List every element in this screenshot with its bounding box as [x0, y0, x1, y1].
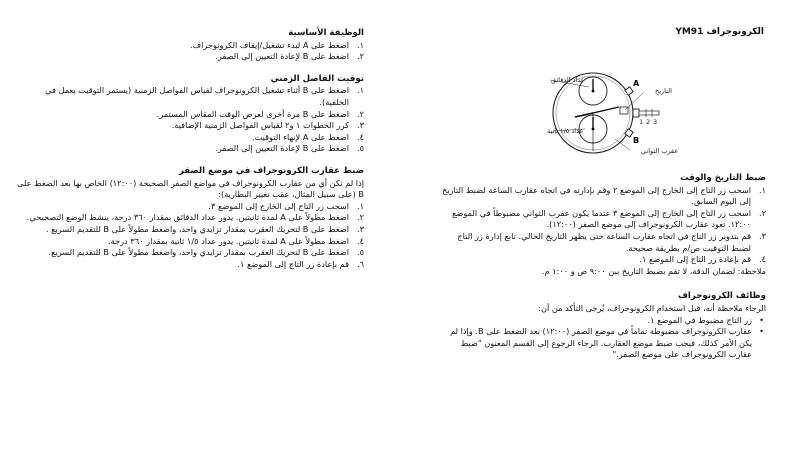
list-item: ٤. اضغط مطولاً على A لمدة ثانيتين. يدور عداد ١/٥ ثانية بمقدار ٣٦٠ درجة.	[108, 235, 364, 246]
crown-position-1: 1	[639, 118, 644, 126]
fifth-second-label: عداد ١/٥ ثانية	[547, 127, 584, 135]
minute-hand	[593, 107, 619, 113]
button-a-shape	[625, 87, 633, 95]
list-item: • زر التاج مضبوط في الموضع ١.	[647, 314, 764, 325]
list-item: ١. اسحب زر التاج إلى الخارج إلى الموضع ٢ وقم بإدارته في اتجاه عقارب الساعة لضبط التاريخ إلى اليوم السابق.	[442, 184, 766, 207]
right-column	[436, 173, 766, 361]
left-column	[14, 28, 364, 270]
datetime-note: ملاحظة: لضمان الدقة، لا تقم بضبط التاريخ بين ٩:٠٠ ص و ١:٠٠ م.	[541, 265, 766, 276]
list-item: ٣. اضغط على B لتحريك العقرب بمقدار تزايدي واحد، واضغط مطولاً على B للتقديم السريع .	[45, 223, 364, 234]
list-item: ٢. اضغط على B مرة أخرى لعرض الوقت المقاس المستمر.	[156, 108, 364, 119]
list-item: ٢. اسحب زر التاج إلى الخارج إلى الموضع ٣ عندما يكون عقرب الثواني مضبوطاً في الموضع ١٢:٠٠. تعود عقارب الكرونوجراف إلى موضع الصفر (١٢:٠٠).	[452, 207, 766, 230]
functions-intro: الرجاء ملاحظة أنه، قبل استخدام الكرونوجراف، يُرجى التأكد من أن:	[538, 302, 766, 313]
crown-position-2: 2	[646, 118, 651, 126]
list-item: ١. اسحب زر التاج إلى الخارج إلى الموضع ٣.	[208, 200, 364, 211]
basic-heading: الوظيفة الأساسية	[288, 28, 364, 38]
minutes-counter-label: عداد الدقائق	[551, 76, 585, 84]
page-title: الكرونوجراف YM91	[675, 27, 764, 37]
list-item: ٢. اضغط على B لإعادة التعيين إلى الصفر.	[215, 51, 364, 62]
second-hand-label: عقرب الثواني	[641, 147, 679, 155]
list-item: ٤. قم بإعادة زر التاج إلى الموضع ١.	[639, 254, 766, 265]
watch-diagram	[505, 55, 679, 167]
crown	[633, 109, 639, 117]
list-item: ١. اضغط على B أثناء تشغيل الكرونوجراف لقياس الفواصل الزمنية (يستمر التوقيت يعمل في الخلفية).	[45, 85, 364, 107]
functions-heading: وظائف الكرونوجراف	[677, 291, 766, 302]
list-item: ٣. كرر الخطوات ١ و٢ لقياس الفواصل الزمنية الإضافية.	[171, 120, 364, 131]
datetime-heading: ضبط التاريخ والوقت	[680, 173, 766, 183]
split-heading: توقيت الفاصل الزمني	[270, 73, 364, 84]
zero-heading: ضبط عقارب الكرونوجراف في موضع الصفر	[178, 165, 364, 176]
list-item: ٣. قم بتدوير زر التاج في اتجاه عقارب الساعة حتى يظهر التاريخ الحالي. تابع إدارة زر التاج لضبط التوقيت ص/م بطريقة صحيحة.	[457, 230, 766, 253]
button-a-label: A	[633, 79, 640, 88]
list-item: ٥. اضغط على B لإعادة التعيين إلى الصفر.	[215, 143, 364, 154]
list-item: ٦. قم بإعادة زر التاج إلى الموضع ١.	[237, 258, 364, 269]
button-b-label: B	[633, 136, 640, 145]
list-item: ٢. اضغط مطولاً على A لمدة ثانيتين. يدور عداد الدقائق بمقدار ٣٦٠ درجة، ينشط الوضع التصحيحي.	[26, 212, 364, 223]
zero-intro: إذا لم تكن أي من عقارب الكرونوجراف في مواضع الصفر الصحيحة (١٢:٠٠) الخاص بها بعد الضغط على B (على سبيل المثال، عقب تغيير البطارية):	[17, 177, 364, 200]
crown-stem	[639, 111, 659, 115]
list-item: ٥. اضغط على B لتحريك العقرب بمقدار تزايدي واحد، واضغط مطولاً على B للتقديم السريع.	[48, 247, 364, 258]
list-item: ٤. اضغط على A لإنهاء التوقيت.	[252, 131, 364, 142]
crown-position-3: 3	[653, 118, 658, 126]
list-item: • عقارب الكرونوجراف مضبوطة تماماً في موضع الصفر (١٢:٠٠) بعد الضغط على B. وإذا لم يكن الأمر كذلك، فيجب ضبط موضع العقارب. الرجاء الرجوع إلى القسم المعنون "ضبط عقارب الكرونوجراف على موضع الصفر."	[450, 326, 764, 360]
date-label: التاريخ	[655, 87, 672, 95]
list-item: ١. اضغط على A لبدء تشغيل/إيقاف الكرونوجراف.	[190, 39, 364, 50]
